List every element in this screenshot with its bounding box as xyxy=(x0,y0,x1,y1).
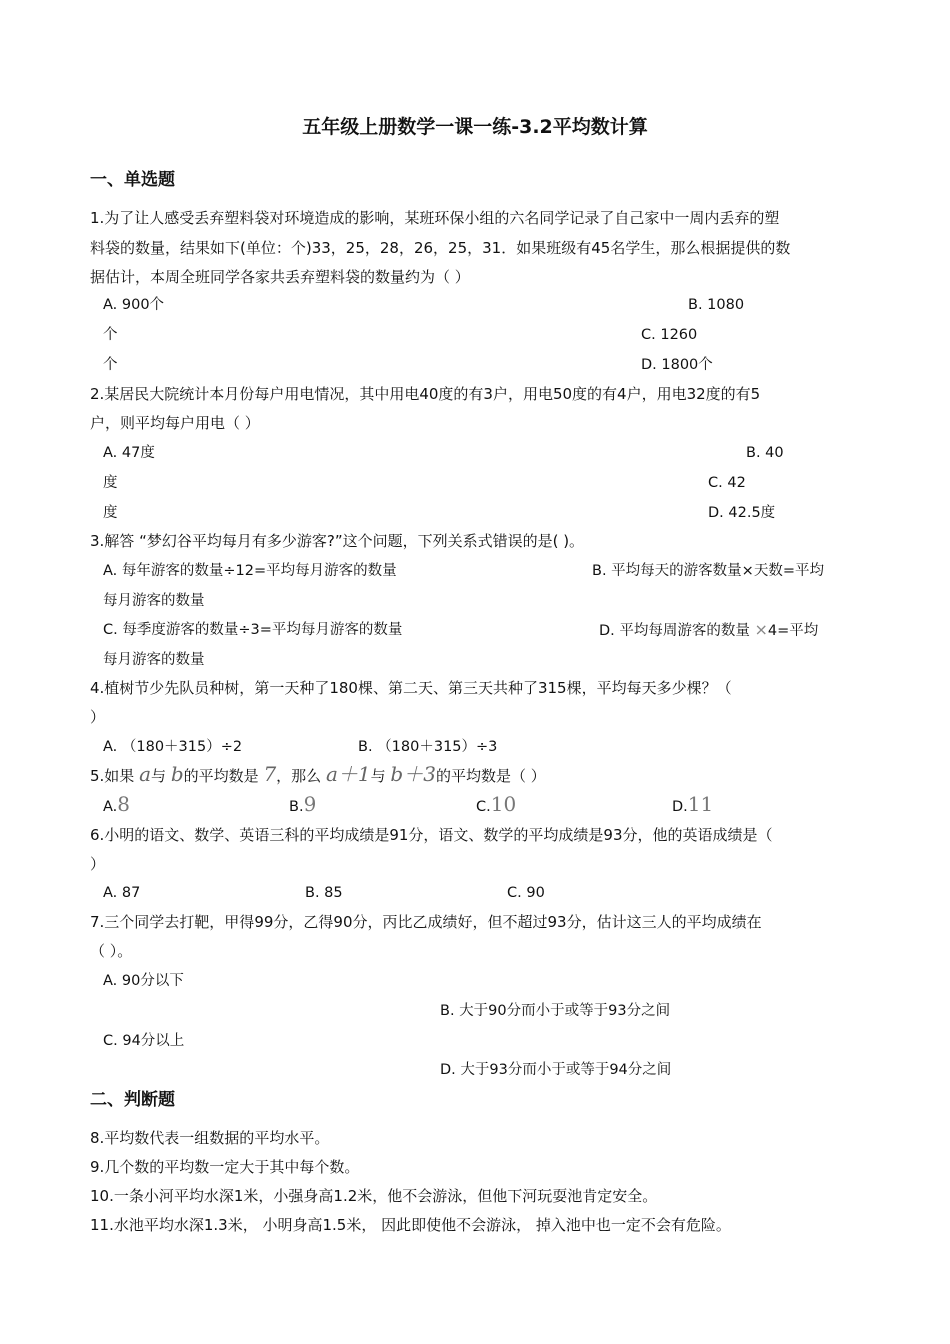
variable-a: a xyxy=(139,762,152,786)
question-1-line-3: 据估计，本周全班同学各家共丢弃塑料袋的数量约为（ ） xyxy=(90,268,470,286)
question-10: 10.一条小河平均水深1米，小强身高1.2米，他不会游泳，但他下河玩耍池肯定安全。 xyxy=(90,1187,658,1205)
question-6-line-2: ） xyxy=(90,855,106,873)
question-5-text-1: 5.如果 xyxy=(90,767,135,785)
question-2-option-d[interactable]: D. 42.5度 xyxy=(708,505,776,521)
question-5-option-b[interactable] xyxy=(289,793,316,818)
question-3-option-d-cont: 每月游客的数量 xyxy=(103,652,205,668)
question-11: 11.水池平均水深1.3米， 小明身高1.5米， 因此即使他不会游泳， 掉入池中也一定不会有危险。 xyxy=(90,1216,731,1234)
question-6-option-c[interactable]: C. 90 xyxy=(507,885,545,901)
question-7-line-1: 7.三个同学去打靶，甲得99分，乙得90分，丙比乙成绩好，但不超过93分，估计这三人的平均成绩在 xyxy=(90,913,762,931)
question-2-option-b-cont: 度 xyxy=(103,475,118,491)
question-1-option-a[interactable]: A. 900个 xyxy=(103,297,165,313)
question-5-option-c-label: C. xyxy=(476,799,491,815)
question-1-line-2: 料袋的数量，结果如下(单位：个)33，25，28，26，25，31．如果班级有45名学生，那么根据提供的数 xyxy=(90,239,791,257)
question-2-option-b[interactable]: B. 40 xyxy=(746,445,784,461)
section-heading-true-false: 二、判断题 xyxy=(90,1090,175,1110)
question-1-option-c-cont: 个 xyxy=(103,357,118,373)
question-3-line-1: 3.解答 “梦幻谷平均每月有多少游客?”这个问题，下列关系式错误的是( )。 xyxy=(90,532,585,550)
question-2-option-c-cont: 度 xyxy=(103,505,118,521)
variable-b: b xyxy=(170,762,184,786)
question-4-option-b[interactable]: B. （180＋315）÷3 xyxy=(358,739,498,755)
question-4-line-2: ） xyxy=(90,708,106,726)
section-heading-single-choice: 一、单选题 xyxy=(90,170,175,190)
question-7-line-2: （ ）。 xyxy=(90,942,133,960)
expression-a-plus-1: a＋1 xyxy=(325,762,371,786)
question-3-option-a[interactable]: A. 每年游客的数量÷12=平均每月游客的数量 xyxy=(103,563,397,579)
question-2-option-c[interactable]: C. 42 xyxy=(708,475,746,491)
question-5-line xyxy=(90,763,546,787)
page-title: 五年级上册数学一课一练-3.2平均数计算 xyxy=(302,116,648,138)
question-1-option-b[interactable]: B. 1080 xyxy=(688,297,745,313)
question-2-line-2: 户，则平均每户用电（ ） xyxy=(90,414,260,432)
number-seven: 7 xyxy=(263,762,277,786)
question-3-option-d-text-end: 4=平均 xyxy=(767,623,819,639)
question-1-option-b-cont: 个 xyxy=(103,327,118,343)
question-6-line-1: 6.小明的语文、数学、英语三科的平均成绩是91分，语文、数学的平均成绩是93分，他的英语成绩是（ xyxy=(90,826,773,844)
question-5-option-d-value: 11 xyxy=(687,792,714,816)
question-5-option-b-label: B. xyxy=(289,799,304,815)
question-7-option-b[interactable]: B. 大于90分而小于或等于93分之间 xyxy=(440,1003,671,1019)
question-5-text-6: 的平均数是（ ） xyxy=(435,767,546,785)
question-8: 8.平均数代表一组数据的平均水平。 xyxy=(90,1129,330,1147)
expression-b-plus-3: b＋3 xyxy=(390,762,436,786)
question-1-option-d[interactable]: D. 1800个 xyxy=(641,357,713,373)
question-3-option-b[interactable]: B. 平均每天的游客数量×天数=平均 xyxy=(592,563,824,579)
question-5-option-a-value: 8 xyxy=(117,792,131,816)
question-5-option-a[interactable] xyxy=(103,793,130,818)
question-1-option-c[interactable]: C. 1260 xyxy=(641,327,698,343)
question-3-option-d-text: D. 平均每周游客的数量 xyxy=(599,623,750,639)
question-7-option-d[interactable]: D. 大于93分而小于或等于94分之间 xyxy=(440,1062,672,1078)
question-6-option-a[interactable]: A. 87 xyxy=(103,885,141,901)
question-5-option-a-label: A. xyxy=(103,799,118,815)
times-symbol: × xyxy=(754,620,768,639)
question-7-option-c[interactable]: C. 94分以上 xyxy=(103,1033,185,1049)
question-5-option-c[interactable] xyxy=(476,793,516,818)
question-5-option-c-value: 10 xyxy=(490,792,517,816)
question-2-option-a[interactable]: A. 47度 xyxy=(103,445,155,461)
question-5-text-3: 的平均数是 xyxy=(183,767,259,785)
question-5-text-5: 与 xyxy=(370,767,386,785)
question-9: 9.几个数的平均数一定大于其中每个数。 xyxy=(90,1158,360,1176)
question-3-option-d[interactable] xyxy=(599,619,818,642)
question-4-line-1: 4.植树节少先队员种树，第一天种了180棵、第二天、第三天共种了315棵，平均每天多少棵？（ xyxy=(90,679,732,697)
question-3-option-b-cont: 每月游客的数量 xyxy=(103,593,205,609)
question-6-option-b[interactable]: B. 85 xyxy=(305,885,343,901)
question-5-option-d-label: D. xyxy=(672,799,688,815)
question-5-option-d[interactable] xyxy=(672,793,713,818)
question-5-text-2: 与 xyxy=(151,767,167,785)
question-5-text-4: ，那么 xyxy=(276,767,322,785)
question-5-option-b-value: 9 xyxy=(303,792,317,816)
question-7-option-a[interactable]: A. 90分以下 xyxy=(103,973,184,989)
question-3-option-c[interactable]: C. 每季度游客的数量÷3=平均每月游客的数量 xyxy=(103,622,403,638)
question-1-line-1: 1.为了让人感受丢弃塑料袋对环境造成的影响，某班环保小组的六名同学记录了自己家中一周内丢弃的塑 xyxy=(90,209,780,227)
question-2-line-1: 2.某居民大院统计本月份每户用电情况，其中用电40度的有3户，用电50度的有4户，用电32度的有5 xyxy=(90,385,761,403)
question-4-option-a[interactable]: A. （180＋315）÷2 xyxy=(103,739,243,755)
